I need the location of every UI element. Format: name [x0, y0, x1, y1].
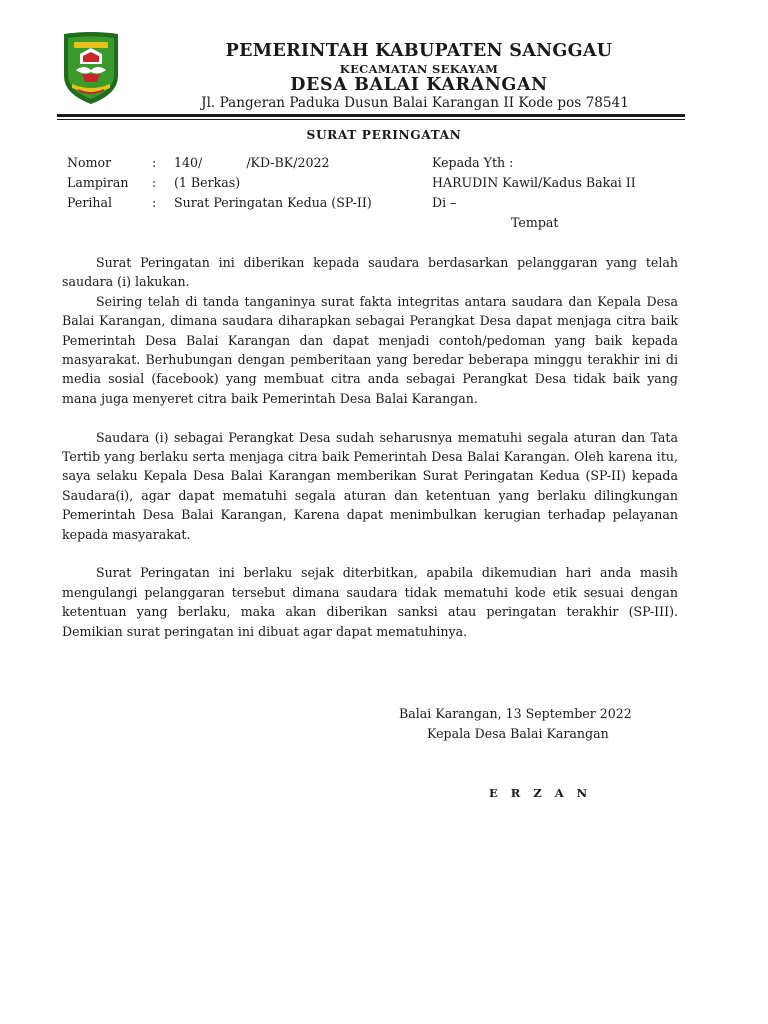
meta-colon: : [152, 155, 157, 170]
signer-name: E R Z A N [489, 786, 592, 800]
meta-colon: : [152, 175, 157, 190]
body-paragraph-4: Surat Peringatan ini berlaku sejak diterbitkan, apabila dikemudian hari anda masih mengulangi pelanggaran tersebut dimana saudara tidak mematuhi kode etik sesuai dengan ketentuan yang berlaku, maka akan diberikan sanksi atau peringatan terakhir (SP-III). Demikian surat peringatan ini dibuat agar dapat mematuhinya. [62, 565, 678, 639]
body-paragraph-1: Surat Peringatan ini diberikan kepada saudara berdasarkan pelanggaran yang telah saudara (i) lakukan. [62, 255, 678, 290]
letter-title: SURAT PERINGATAN [306, 128, 462, 142]
office-address: Jl. Pangeran Paduka Dusun Balai Karangan II Kode pos 78541 [201, 95, 629, 111]
meta-label: Lampiran [67, 175, 129, 190]
letterhead-divider-thin [57, 119, 685, 120]
meta-colon: : [152, 195, 157, 210]
meta-label: Perihal [67, 195, 113, 210]
recipient-place: Tempat [511, 215, 559, 230]
recipient-name: HARUDIN Kawil/Kadus Bakai II [432, 175, 636, 190]
village-name: DESA BALAI KARANGAN [290, 75, 548, 95]
district-name: KECAMATAN SEKAYAM [339, 62, 499, 76]
recipient-greeting: Kepada Yth : [432, 155, 514, 170]
meta-label: Nomor [67, 155, 112, 170]
meta-value: 140/ /KD-BK/2022 [174, 155, 330, 170]
letter-body [62, 253, 678, 641]
signature-position: Kepala Desa Balai Karangan [427, 726, 609, 741]
letterhead-divider-thick [57, 114, 685, 117]
meta-value: (1 Berkas) [174, 175, 241, 190]
government-name: PEMERINTAH KABUPATEN SANGGAU [225, 41, 613, 61]
signature-place-date: Balai Karangan, 13 September 2022 [399, 706, 632, 721]
body-paragraph-3: Saudara (i) sebagai Perangkat Desa sudah seharusnya mematuhi segala aturan dan Tata Tertib yang berlaku serta menjaga citra baik Pemerintah Desa Balai Karangan. Oleh karena itu, saya selaku Kepala Desa Balai Karangan memberikan Surat Peringatan Kedua (SP-II) kepada Saudara(i), agar dapat mematuhi segala aturan dan ketentuan yang berlaku dilingkungan Pemerintah Desa Balai Karangan, Karena dapat menimbulkan kerugian terhadap pelayanan kepada masyarakat. [62, 429, 678, 542]
body-paragraph-2: Seiring telah di tanda tanganinya surat fakta integritas antara saudara dan Kepala Desa Balai Karangan, dimana saudara diharapkan sebagai Perangkat Desa dapat menjaga citra baik Pemerintah Desa Balai Karangan dan dapat menjadi contoh/pedoman yang baik kepada masyarakat. Berhubungan dengan pemberitaan yang beredar beberapa minggu terakhir ini di media sosial (facebook) yang membuat citra anda sebagai Perangkat Desa tidak baik yang mana juga menyeret citra baik Pemerintah Desa Balai Karangan. [62, 293, 678, 406]
meta-value: Surat Peringatan Kedua (SP-II) [174, 195, 372, 210]
recipient-di: Di – [432, 195, 457, 210]
